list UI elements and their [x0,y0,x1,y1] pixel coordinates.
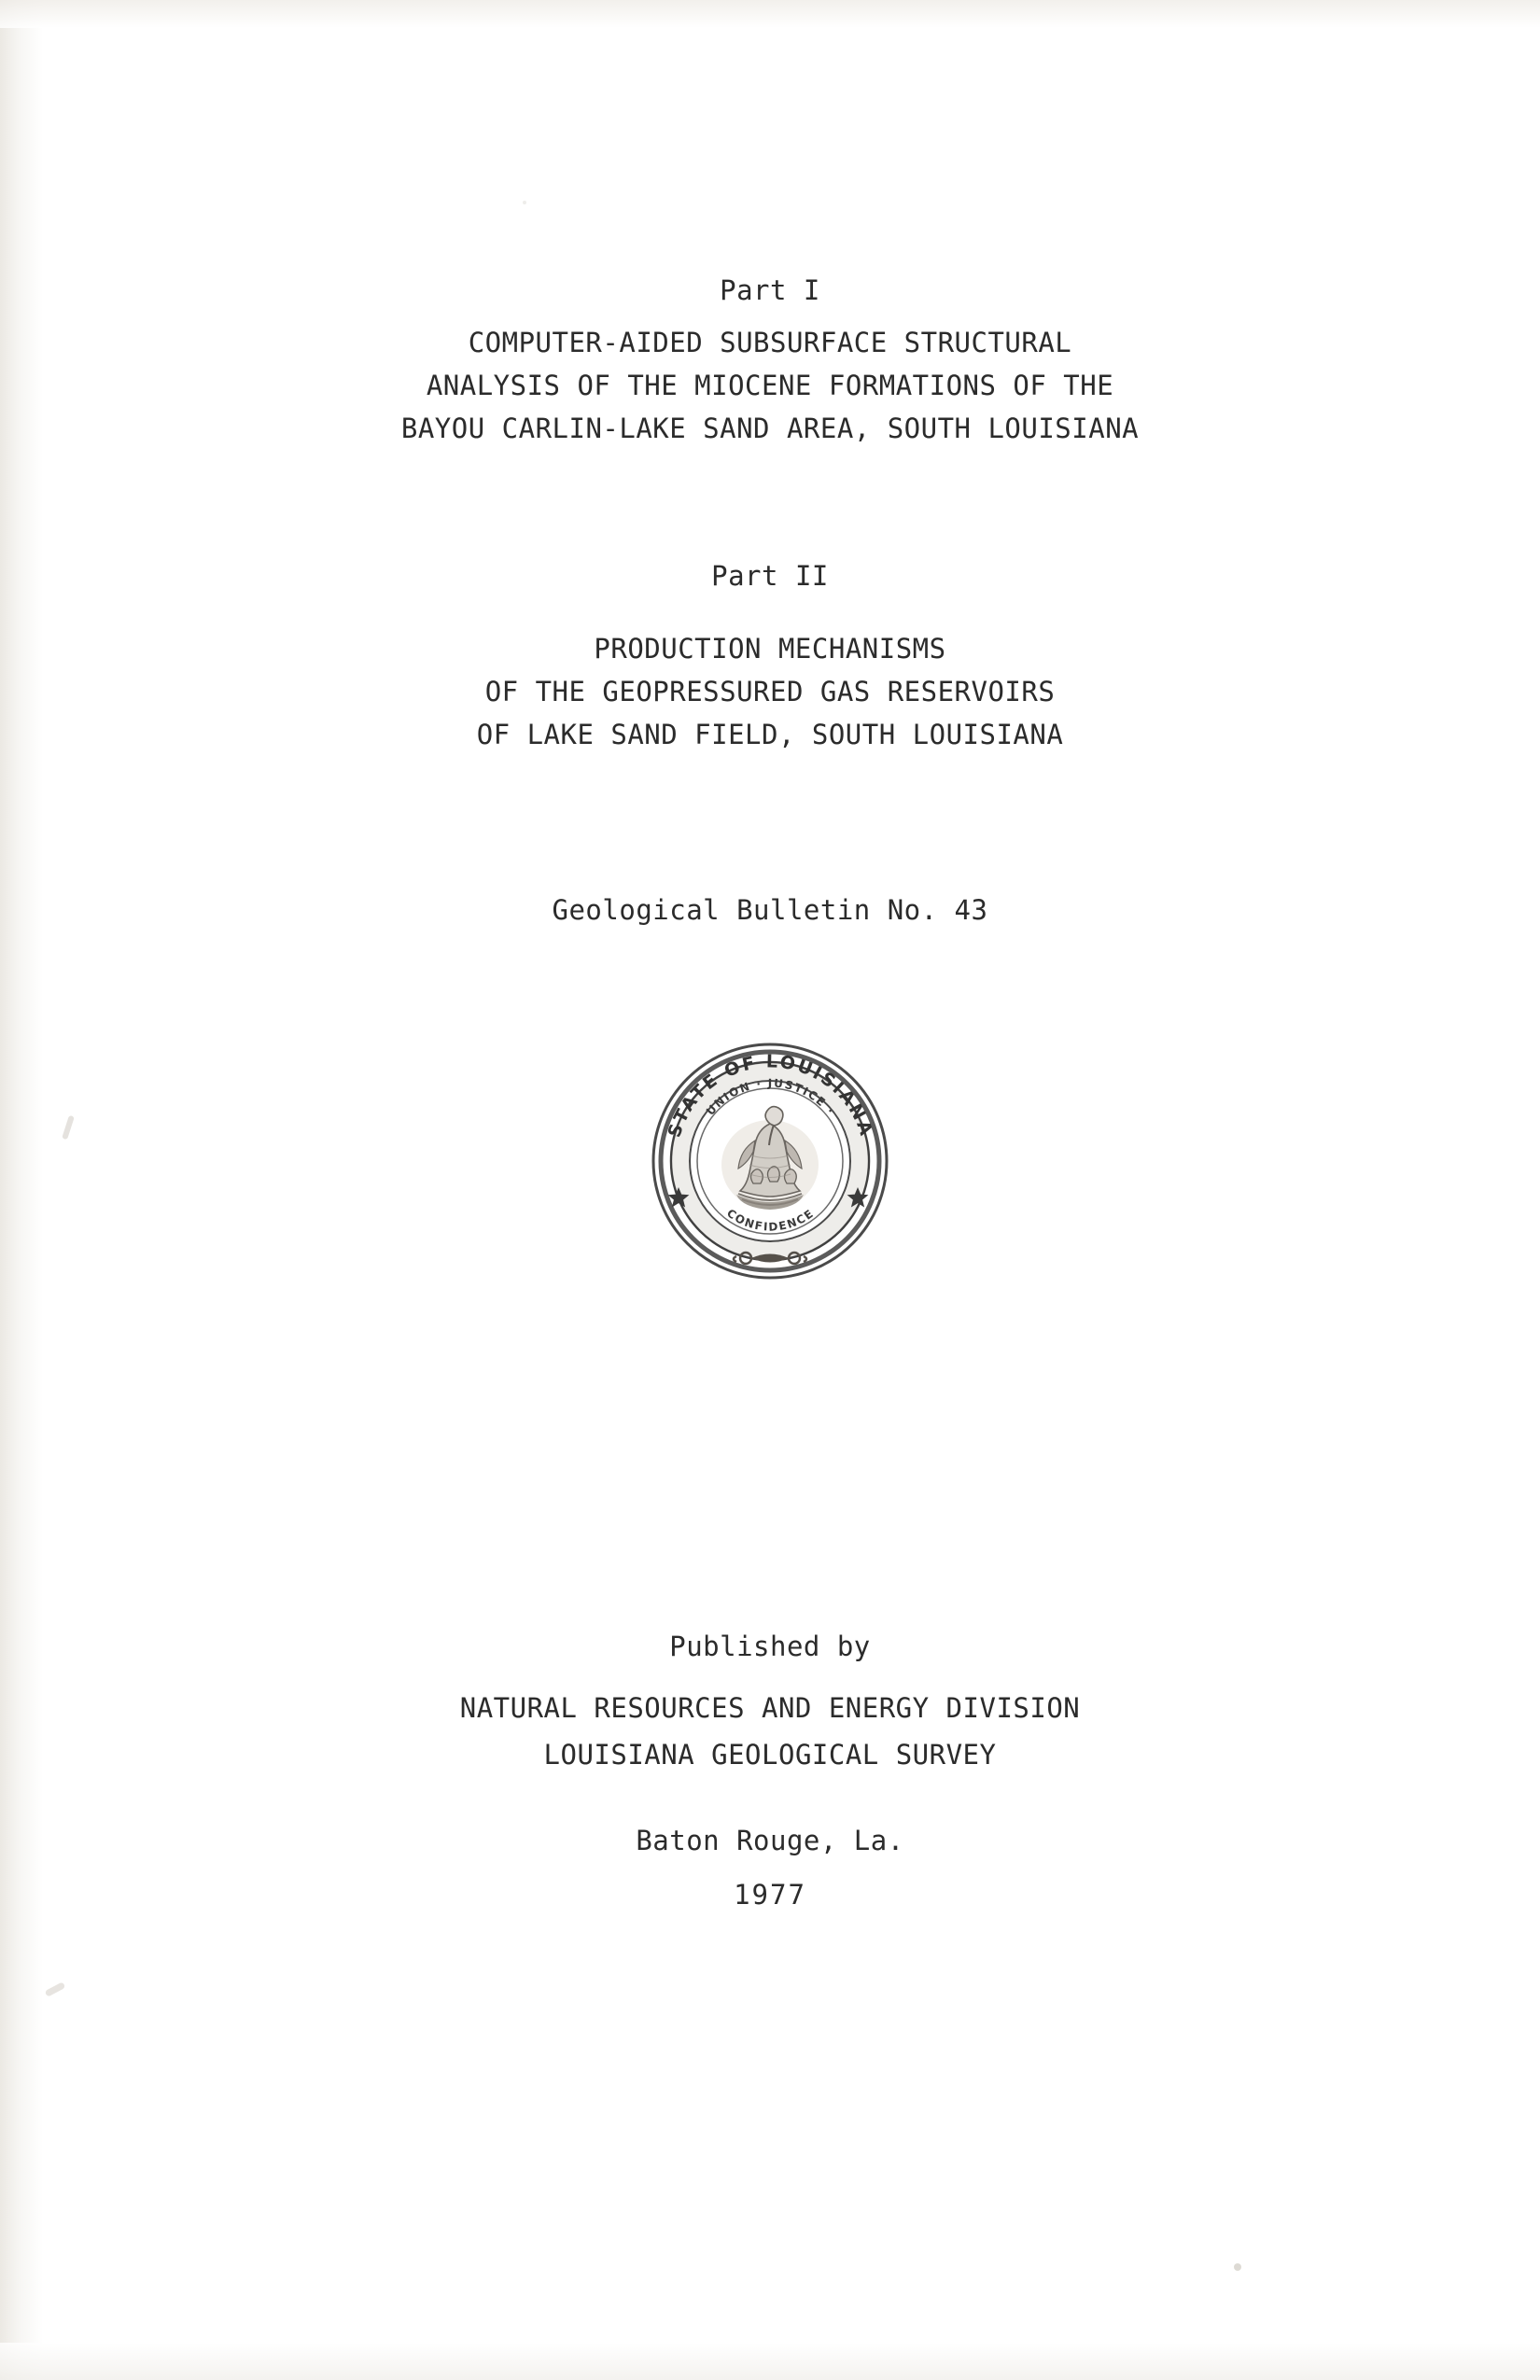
publisher-section [0,1623,1540,1918]
publisher-org-line-2: LOUISIANA GEOLOGICAL SURVEY [543,1739,997,1771]
part-one-title-line-2: ANALYSIS OF THE MIOCENE FORMATIONS OF THE [426,370,1114,401]
publisher-city: Baton Rouge, La. [636,1825,904,1856]
part-two-title-line-2: OF THE GEOPRESSURED GAS RESERVOIRS [484,676,1056,707]
part-one-section [0,269,1540,450]
seal-container [0,1038,1540,1285]
bulletin-number: Geological Bulletin No. 43 [552,894,988,926]
part-one-title-line-1: COMPUTER-AIDED SUBSURFACE STRUCTURAL [468,327,1072,358]
publication-year: 1977 [734,1879,806,1911]
scan-artifact-speck [1234,2263,1241,2271]
scan-edge-bottom [0,2343,1540,2380]
svg-text:UNION · JUSTICE ·: UNION · JUSTICE · [703,1076,837,1118]
part-two-title-line-1: PRODUCTION MECHANISMS [594,633,946,665]
part-two-section [0,554,1540,756]
svg-text:CONFIDENCE: CONFIDENCE [723,1206,817,1234]
bulletin-number-section [0,894,1540,926]
louisiana-state-seal-icon [647,1038,894,1285]
published-by-label: Published by [669,1631,871,1662]
publisher-org-line-1: NATURAL RESOURCES AND ENERGY DIVISION [459,1692,1081,1724]
part-one-title-line-3: BAYOU CARLIN-LAKE SAND AREA, SOUTH LOUISIANA [400,413,1140,444]
scan-artifact-speck [45,1981,66,1997]
part-two-label: Part II [711,560,829,592]
svg-text:STATE OF LOUISIANA: STATE OF LOUISIANA [664,1051,876,1141]
part-one-label: Part I [720,274,820,306]
part-two-title-line-3: OF LAKE SAND FIELD, SOUTH LOUISIANA [476,719,1064,750]
